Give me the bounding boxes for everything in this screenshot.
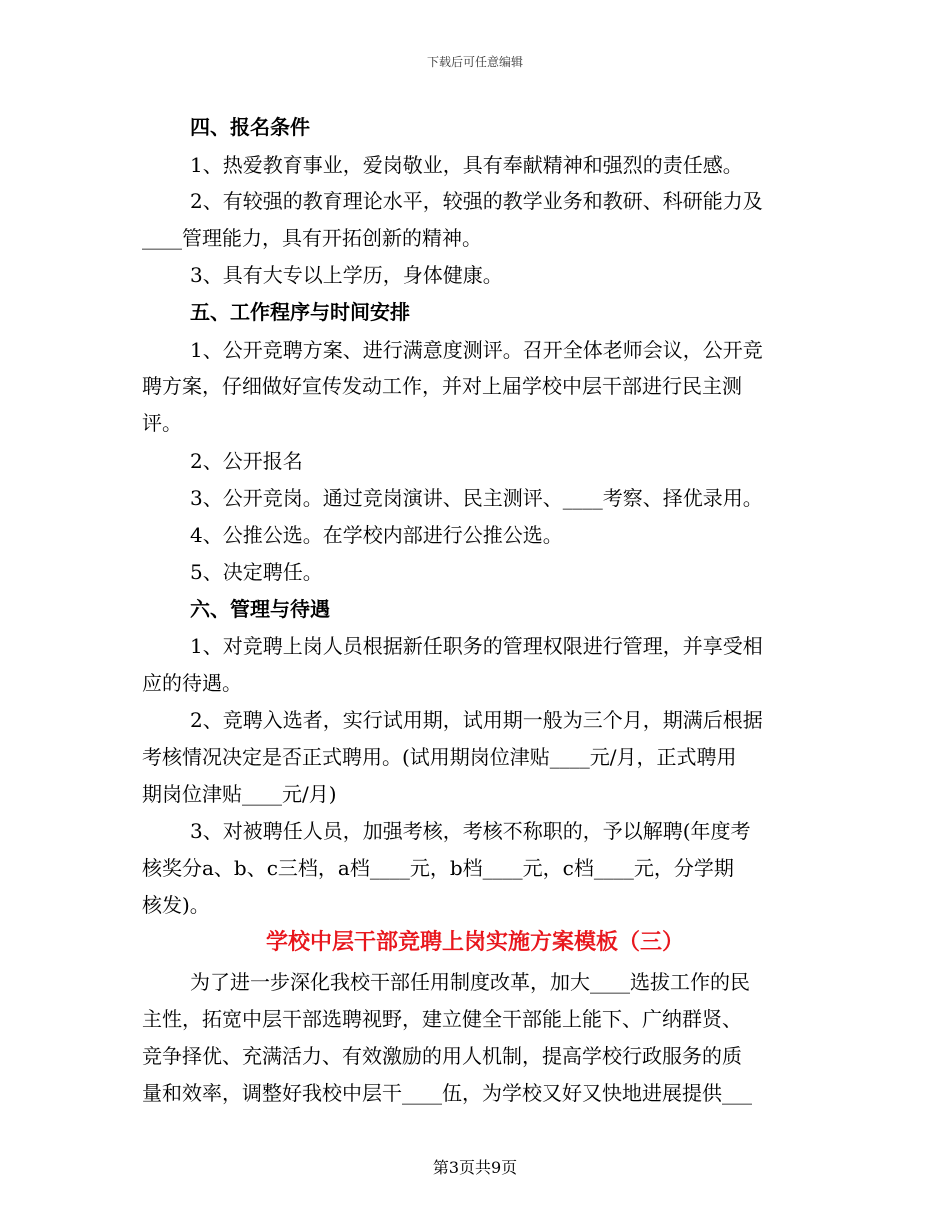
paragraph-line: 评。 xyxy=(142,411,182,435)
paragraph-line: 期岗位津贴____元/月) xyxy=(142,782,337,806)
paragraph-line: 核奖分a、b、c三档，a档____元，b档____元，c档____元，分学期 xyxy=(142,856,734,880)
paragraph-line: 主性，拓宽中层干部选聘视野，建立健全干部能上能下、广纳群贤、 xyxy=(142,1007,742,1031)
section-heading-procedure: 五、工作程序与时间安排 xyxy=(190,300,410,324)
page-footer: 第3页共9页 xyxy=(432,1158,518,1177)
section-heading-registration: 四、报名条件 xyxy=(190,115,310,139)
paragraph-line: 考核情况决定是否正式聘用。(试用期岗位津贴____元/月，正式聘用 xyxy=(142,745,737,769)
paragraph-line: 1、热爱教育事业，爱岗敬业，具有奉献精神和强烈的责任感。 xyxy=(190,153,743,177)
paragraph-line: 3、具有大专以上学历，身体健康。 xyxy=(190,263,503,287)
paragraph-line: 2、竞聘入选者，实行试用期，试用期一般为三个月，期满后根据 xyxy=(190,708,763,732)
paragraph-line: 应的待遇。 xyxy=(142,671,242,695)
paragraph-line: 量和效率，调整好我校中层干____伍，为学校又好又快地进展提供___ xyxy=(142,1081,752,1105)
paragraph-line: ____管理能力，具有开拓创新的精神。 xyxy=(142,226,482,250)
page-header: 下载后可任意编辑 xyxy=(426,55,523,69)
paragraph-line: 1、对竞聘上岗人员根据新任职务的管理权限进行管理，并享受相 xyxy=(190,634,763,658)
paragraph-line: 2、公开报名 xyxy=(190,449,303,473)
paragraph-line: 竞争择优、充满活力、有效激励的用人机制，提高学校行政服务的质 xyxy=(142,1044,742,1068)
paragraph-line: 2、有较强的教育理论水平，较强的教学业务和教研、科研能力及 xyxy=(190,189,763,213)
paragraph-line: 4、公推公选。在学校内部进行公推公选。 xyxy=(190,523,563,547)
section-title: 学校中层干部竞聘上岗实施方案模板（三） xyxy=(265,930,684,955)
paragraph-line: 核发)。 xyxy=(142,893,210,917)
paragraph-line: 1、公开竞聘方案、进行满意度测评。召开全体老师会议，公开竞 xyxy=(190,338,763,362)
section-heading-management: 六、管理与待遇 xyxy=(190,597,330,621)
paragraph-line: 3、公开竞岗。通过竞岗演讲、民主测评、____考察、择优录用。 xyxy=(190,486,763,510)
paragraph-line: 5、决定聘任。 xyxy=(190,560,323,584)
paragraph-line: 为了进一步深化我校干部任用制度改革，加大____选拔工作的民 xyxy=(190,970,750,994)
paragraph-line: 聘方案，仔细做好宣传发动工作，并对上届学校中层干部进行民主测 xyxy=(142,374,742,398)
paragraph-line: 3、对被聘任人员，加强考核，考核不称职的，予以解聘(年度考 xyxy=(190,819,751,843)
